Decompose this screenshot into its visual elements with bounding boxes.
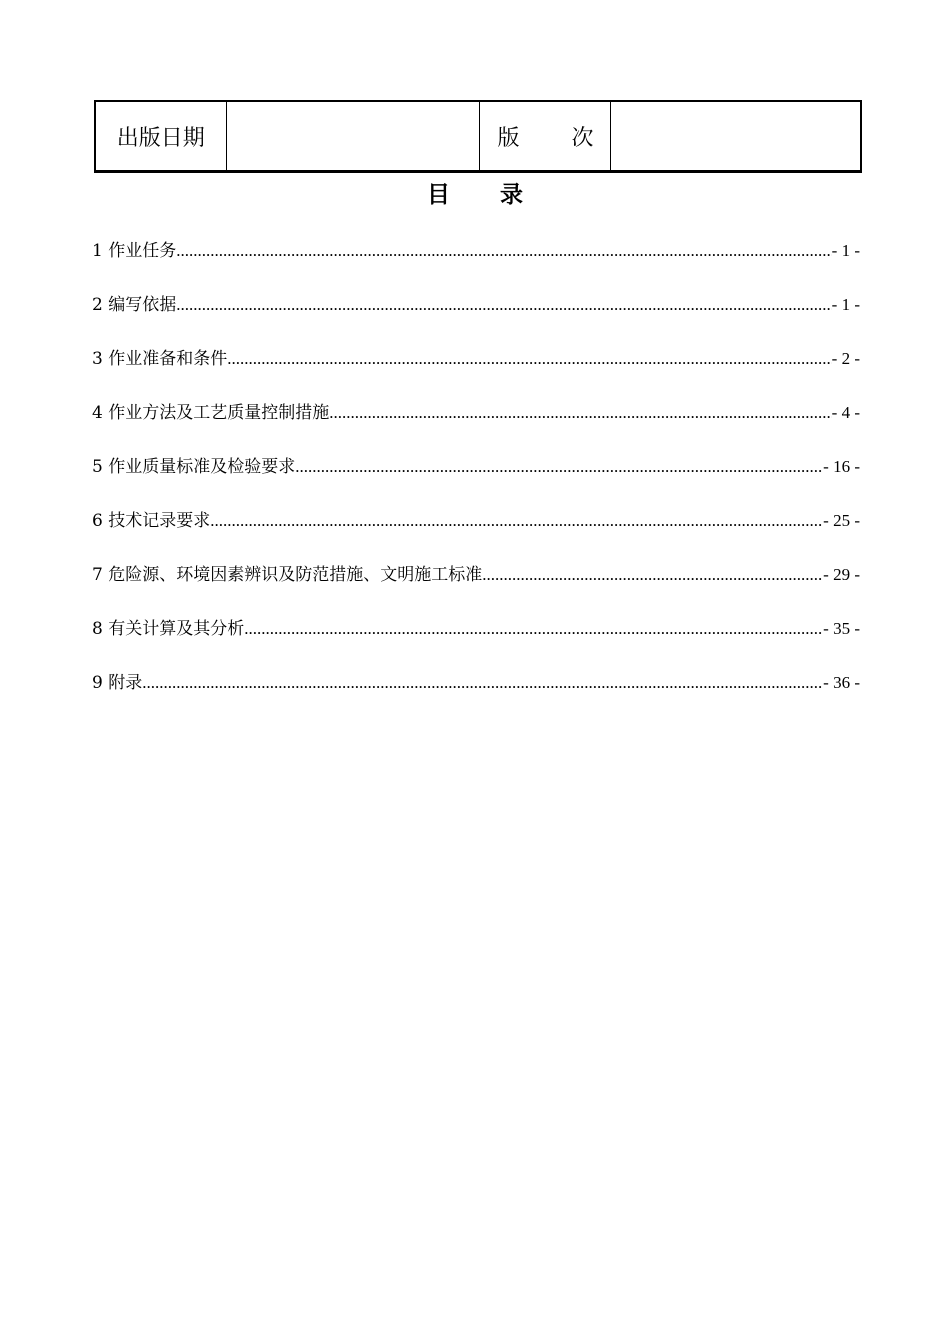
toc-entry-label: 6 技术记录要求 (92, 511, 211, 531)
toc-entry-label: 8 有关计算及其分析 (92, 619, 245, 639)
toc-leader-dots (227, 346, 831, 372)
toc-title-part-1: 目 (427, 181, 450, 208)
toc-title (0, 176, 950, 209)
toc-entry-2[interactable] (92, 292, 860, 346)
toc-entry-label: 7 危险源、环境因素辨识及防范措施、文明施工标准 (92, 565, 483, 585)
toc-entry-label: 4 作业方法及工艺质量控制措施 (92, 403, 330, 423)
toc-entry-4[interactable] (92, 400, 860, 454)
toc-leader-dots (142, 670, 823, 696)
header-info-table (94, 100, 862, 173)
toc-entry-7[interactable] (92, 562, 860, 616)
publish-date-value (226, 101, 479, 172)
toc-entry-9[interactable] (92, 670, 860, 724)
toc-entry-page: - 35 - (823, 619, 860, 638)
toc-entry-page: - 2 - (831, 349, 860, 368)
publish-date-label: 出版日期 (95, 101, 226, 172)
toc-entry-page: - 4 - (831, 403, 860, 422)
toc-entry-label: 1 作业任务 (92, 241, 177, 261)
toc-entry-6[interactable] (92, 508, 860, 562)
edition-label-part-2: 次 (571, 125, 594, 151)
toc-entry-3[interactable] (92, 346, 860, 400)
toc-leader-dots (244, 616, 823, 642)
toc-entry-1[interactable] (92, 238, 860, 292)
toc-entry-page: - 25 - (823, 511, 860, 530)
edition-label-part-1: 版 (497, 125, 520, 151)
toc-entry-label: 5 作业质量标准及检验要求 (92, 457, 296, 477)
toc-entry-label: 3 作业准备和条件 (92, 349, 228, 369)
edition-label (479, 101, 610, 172)
header-row (95, 101, 861, 172)
toc-leader-dots (210, 508, 823, 534)
toc-leader-dots (176, 292, 831, 318)
toc-entry-page: - 29 - (823, 565, 860, 584)
edition-value (610, 101, 861, 172)
toc-entry-label: 2 编写依据 (92, 295, 177, 315)
toc-entry-page: - 1 - (831, 295, 860, 314)
toc-entry-page: - 1 - (831, 241, 860, 260)
toc-leader-dots (482, 562, 823, 588)
toc-title-part-2: 录 (500, 181, 523, 208)
toc-leader-dots (329, 400, 831, 426)
toc-entry-5[interactable] (92, 454, 860, 508)
toc-entry-page: - 16 - (823, 457, 860, 476)
toc-entry-label: 9 附录 (92, 673, 143, 693)
toc-list (92, 238, 860, 724)
toc-entry-page: - 36 - (823, 673, 860, 692)
toc-leader-dots (295, 454, 823, 480)
toc-leader-dots (176, 238, 831, 264)
toc-entry-8[interactable] (92, 616, 860, 670)
